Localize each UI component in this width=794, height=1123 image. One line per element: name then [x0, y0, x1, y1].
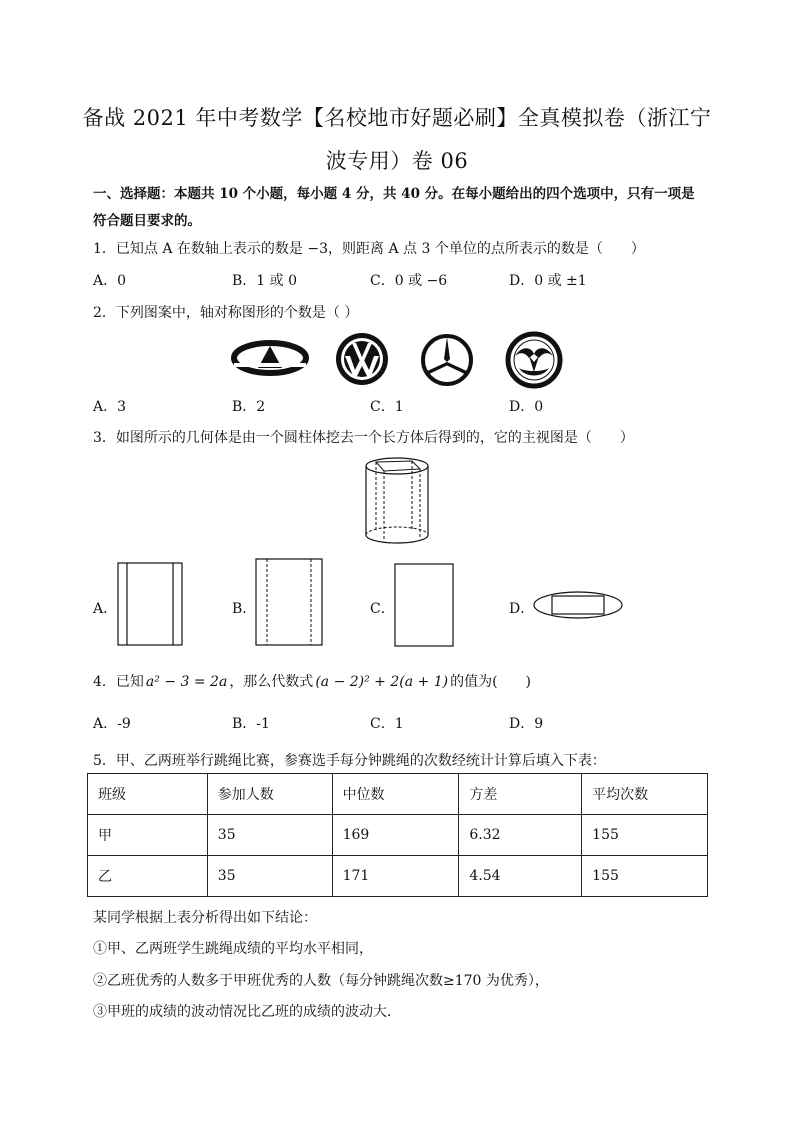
section-header-line2: 符合题目要求的。 [93, 213, 201, 229]
table-header-row [88, 774, 708, 815]
table-header-cell: 班级 [88, 774, 208, 815]
q1-option-d: D．0 或 ±1 [509, 273, 587, 289]
q3-option-b-label: B． [232, 601, 257, 617]
q4-expression: (a − 2)² + 2(a + 1) [315, 674, 449, 690]
table-row [88, 815, 708, 856]
q4-equation-1: a² − 3 = 2a [145, 674, 228, 690]
table-row [88, 856, 708, 897]
q2-option-a: A．3 [93, 399, 127, 415]
q1-option-c: C．0 或 −6 [370, 273, 448, 289]
question-2-stem: 2．下列图案中，轴对称图形的个数是（ ） [93, 305, 359, 321]
q2-option-d: D．0 [509, 399, 544, 415]
table-header-cell: 平均次数 [582, 774, 708, 815]
q3-option-c-label: C． [370, 601, 395, 617]
q3-option-b-figure [255, 558, 325, 648]
q4-stem-part-b: ，那么代数式 [229, 674, 314, 690]
q4-stem-part-a: 4．已知 [93, 674, 144, 690]
cylinder-solid-figure [362, 455, 432, 547]
q4-stem-part-c: 的值为( ) [450, 674, 532, 690]
table-cell: 35 [207, 856, 332, 897]
q4-option-d: D．9 [509, 716, 544, 732]
table-cell: 155 [582, 815, 708, 856]
conclusion-item-2: ②乙班优秀的人数多于甲班优秀的人数（每分钟跳绳次数≥170 为优秀）， [93, 973, 549, 989]
score-table [87, 773, 708, 897]
table-cell: 4.54 [459, 856, 582, 897]
q4-option-b: B．-1 [232, 716, 270, 732]
section-header-line1: 一、选择题：本题共 10 个小题，每小题 4 分，共 40 分。在每小题给出的四个选项中，只有一项是 [93, 186, 695, 202]
infiniti-logo-icon [230, 332, 310, 384]
q3-option-a-figure [117, 562, 185, 648]
q1-option-b: B．1 或 0 [232, 273, 298, 289]
page-title-line2: 波专用）卷 06 [325, 149, 469, 173]
conclusion-intro: 某同学根据上表分析得出如下结论： [93, 910, 317, 926]
q2-option-b: B．2 [232, 399, 266, 415]
table-header-cell: 方差 [459, 774, 582, 815]
q2-option-c: C．1 [370, 399, 404, 415]
table-cell: 甲 [88, 815, 208, 856]
table-header-cell: 参加人数 [207, 774, 332, 815]
dongfeng-logo-icon [503, 332, 565, 388]
mercedes-logo-icon [417, 332, 477, 388]
table-cell: 乙 [88, 856, 208, 897]
q3-option-d-label: D． [509, 601, 535, 617]
table-cell: 169 [332, 815, 459, 856]
q4-option-c: C．1 [370, 716, 404, 732]
page-title-line1: 备战 2021 年中考数学【名校地市好题必刷】全真模拟卷（浙江宁 [82, 106, 712, 130]
q4-option-a: A．-9 [93, 716, 131, 732]
table-cell: 171 [332, 856, 459, 897]
question-5-stem: 5．甲、乙两班举行跳绳比赛，参赛选手每分钟跳绳的次数经统计计算后填入下表： [93, 753, 606, 769]
q3-option-c-figure [394, 563, 456, 649]
table-header-cell: 中位数 [332, 774, 459, 815]
q3-option-d-figure [532, 590, 626, 622]
question-3-stem: 3．如图所示的几何体是由一个圆柱体挖去一个长方体后得到的，它的主视图是（ ） [93, 430, 634, 446]
q3-option-a-label: A． [93, 601, 118, 617]
table-cell: 6.32 [459, 815, 582, 856]
conclusion-item-1: ①甲、乙两班学生跳绳成绩的平均水平相同， [93, 941, 373, 957]
question-1-stem: 1．已知点 A 在数轴上表示的数是 −3，则距离 A 点 3 个单位的点所表示的数是（ ） [93, 241, 645, 257]
conclusion-item-3: ③甲班的成绩的波动情况比乙班的成绩的波动大． [93, 1004, 401, 1020]
volkswagen-logo-icon [331, 332, 393, 386]
table-cell: 35 [207, 815, 332, 856]
question-4-stem [93, 671, 531, 691]
table-cell: 155 [582, 856, 708, 897]
q1-option-a: A．0 [93, 273, 127, 289]
